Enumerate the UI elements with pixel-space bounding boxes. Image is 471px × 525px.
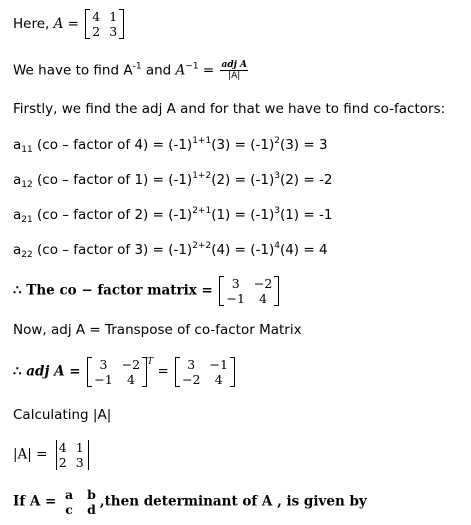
text: |A| = (13, 446, 52, 463)
cell: a (65, 487, 74, 502)
adj-matrix (175, 357, 235, 387)
text: adj A = (21, 363, 86, 380)
a: a (13, 172, 22, 188)
text: (4) = 4 (279, 242, 328, 258)
sup: 3 (274, 206, 280, 216)
therefore-symbol: ∴ (13, 363, 22, 380)
sub: 11 (21, 145, 33, 155)
text: Here, (13, 16, 54, 32)
cofactor-a12 (13, 172, 332, 188)
cell: 2 (92, 24, 101, 39)
general-matrix (63, 487, 98, 517)
therefore-symbol: ∴ (13, 282, 22, 299)
text: (co – factor of 1) = (-1) (32, 172, 193, 188)
cell: −2 (253, 276, 273, 291)
denominator: |A| (228, 71, 241, 81)
numerator: adj A (221, 60, 247, 70)
text: ,then determinant of A , is given by (99, 493, 367, 510)
cell: 3 (187, 357, 196, 372)
sup: 4 (274, 241, 280, 251)
cofactor-matrix-line (13, 276, 281, 306)
cell: 3 (75, 455, 84, 470)
det-line (13, 440, 91, 470)
sup: 2+2 (192, 241, 212, 251)
cell: 4 (92, 9, 101, 24)
a: a (13, 242, 22, 258)
text: (3) = (-1) (211, 137, 275, 153)
cell: −2 (121, 357, 141, 372)
cell: b (87, 487, 96, 502)
equals: = (198, 62, 219, 79)
cell: 3 (109, 24, 118, 39)
general-det-line (13, 487, 367, 517)
adj-A-line (13, 357, 237, 387)
a: a (13, 137, 22, 153)
sup: −1 (185, 61, 199, 72)
text: (co – factor of 4) = (-1) (32, 137, 193, 153)
equals: = (153, 363, 174, 380)
text: The co − factor matrix = (21, 282, 218, 299)
cofactor-intro: Firstly, we find the adj A and for that we have to find co-factors: (13, 101, 446, 117)
text: and (141, 62, 176, 79)
sup: 2 (274, 136, 280, 146)
cell: 4 (126, 372, 135, 387)
text: (co – factor of 2) = (-1) (32, 207, 193, 223)
find-inverse-line (13, 60, 250, 81)
var-A: A (175, 62, 186, 79)
cell: 4 (58, 440, 67, 455)
text: (2) = (-1) (211, 172, 275, 188)
fraction-adjA-over-detA (220, 60, 248, 81)
text: (3) = 3 (279, 137, 328, 153)
given-matrix-line (13, 9, 126, 39)
matrix-A (85, 9, 124, 39)
text: (co – factor of 3) = (-1) (32, 242, 193, 258)
var-A: A (53, 16, 64, 32)
text: (1) = -1 (279, 207, 333, 223)
equals: = (63, 16, 84, 32)
text: (2) = -2 (279, 172, 333, 188)
cell: −2 (182, 372, 201, 387)
cofactor-a22 (13, 242, 328, 258)
cell: 3 (231, 276, 240, 291)
cell: 3 (99, 357, 108, 372)
cell: c (65, 502, 73, 517)
sub: 21 (21, 215, 33, 225)
sup: -1 (132, 61, 142, 72)
sup: 1+2 (192, 171, 212, 181)
cofactor-a21 (13, 207, 332, 223)
cofactor-matrix (219, 276, 279, 306)
sup: 1+1 (192, 136, 212, 146)
cell: 4 (214, 372, 223, 387)
text: (1) = (-1) (211, 207, 275, 223)
cell: −1 (226, 291, 245, 306)
cell: −1 (209, 357, 228, 372)
calculating-det-line: Calculating |A| (13, 407, 112, 423)
det-matrix (54, 440, 89, 470)
transpose-line: Now, adj A = Transpose of co-factor Matrix (13, 322, 302, 338)
transpose-mark: T (147, 356, 154, 367)
sub: 22 (21, 250, 33, 260)
text: We have to find A (13, 62, 133, 79)
sup: 2+1 (192, 206, 212, 216)
cell: 1 (75, 440, 84, 455)
sup: 3 (274, 171, 280, 181)
cofactor-a11 (13, 137, 328, 153)
cell: −1 (94, 372, 113, 387)
cell: 1 (109, 9, 118, 24)
sub: 12 (21, 180, 33, 190)
a: a (13, 207, 22, 223)
cell: d (87, 502, 96, 517)
cell: 2 (58, 455, 67, 470)
cell: 4 (259, 291, 268, 306)
text: If A = (13, 493, 62, 510)
matrix-pre-transpose (87, 357, 147, 387)
text: (4) = (-1) (211, 242, 275, 258)
